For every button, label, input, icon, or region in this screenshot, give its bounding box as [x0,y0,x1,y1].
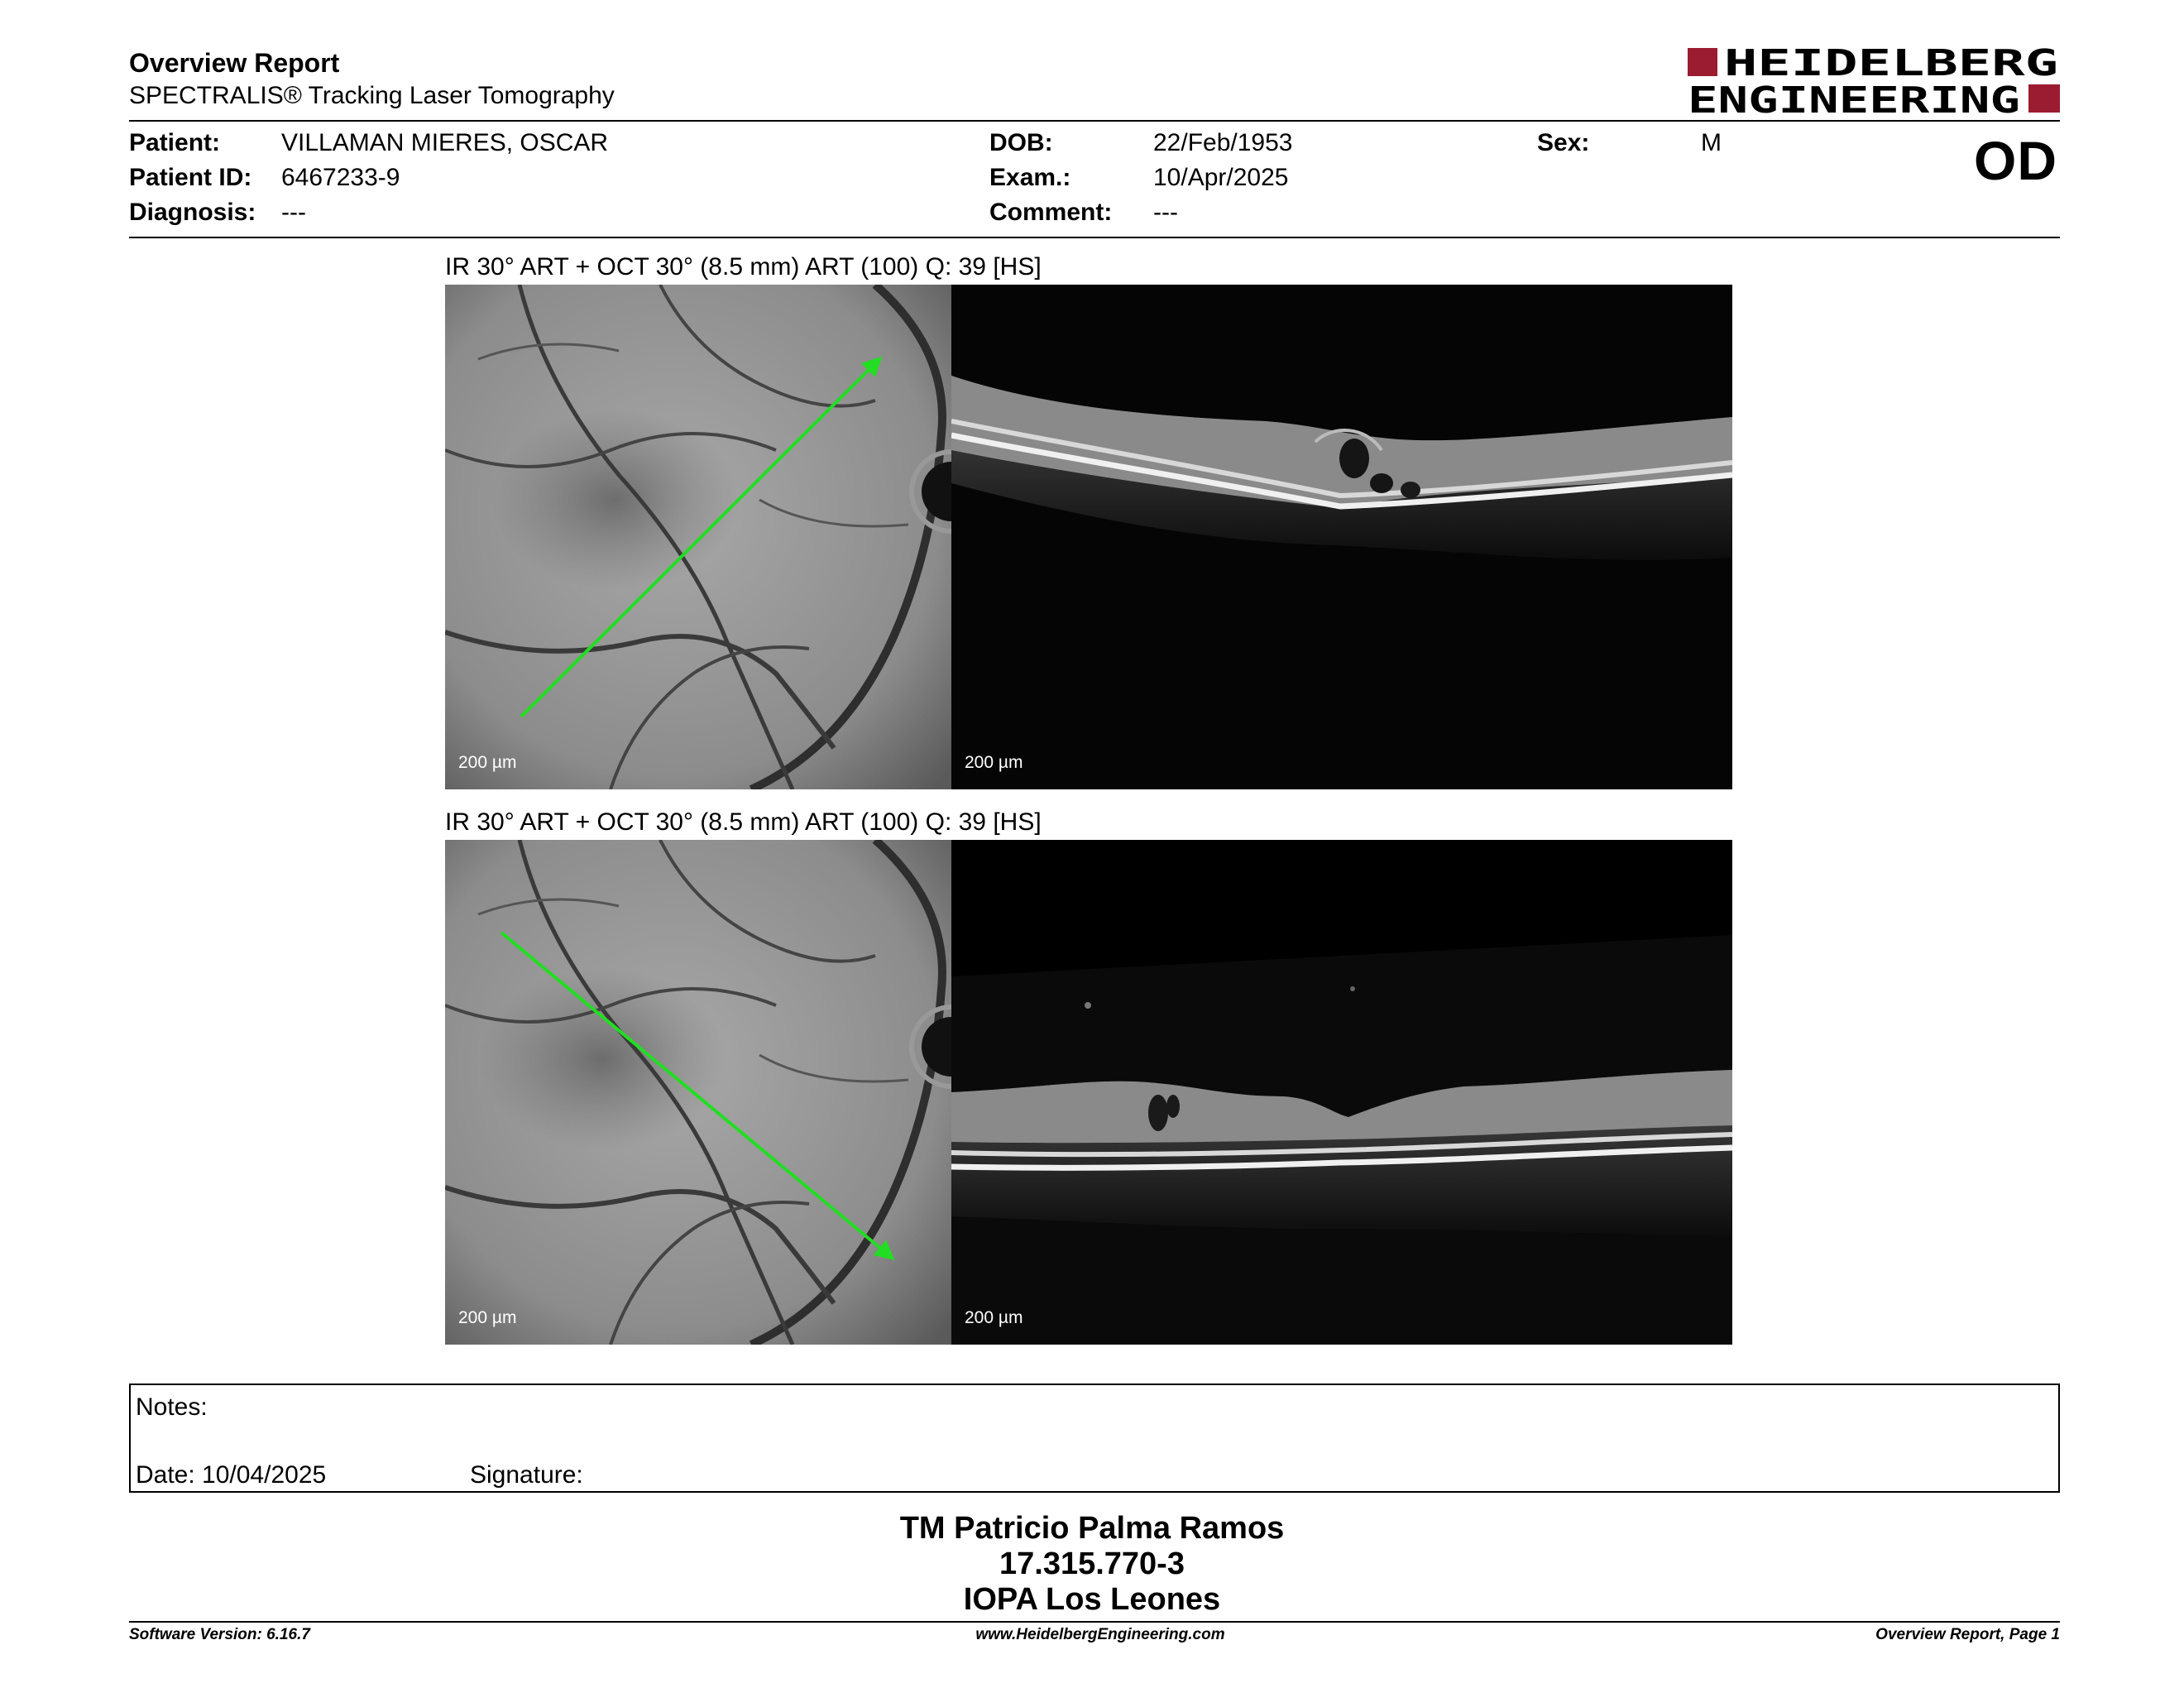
ir-fundus-image-1 [445,285,951,789]
logo-text-line1: HEIDELBERG [1724,46,2058,84]
ir-fundus-image-2 [445,840,951,1345]
report-subtitle: SPECTRALIS® Tracking Laser Tomography [129,82,615,109]
patient-id: 6467233-9 [281,164,400,191]
footer-divider [129,1621,2060,1623]
diagnosis-value: --- [281,199,306,226]
oct-bscan-image-1 [951,285,1732,789]
signature-label: Signature: [470,1461,583,1489]
scan-caption-2: IR 30° ART + OCT 30° (8.5 mm) ART (100) Q: 39 [HS] [445,808,1042,836]
scan-panel-2 [445,840,1732,1345]
notes-box [129,1383,2060,1493]
notes-label: Notes: [136,1393,208,1421]
header-divider [129,120,2060,122]
exam-label: Exam.: [989,164,1071,191]
stamp-id: 17.315.770-3 [999,1547,1185,1581]
dob-value: 22/Feb/1953 [1153,129,1293,156]
page-number: Overview Report, Page 1 [1875,1626,2060,1643]
info-divider [129,237,2060,238]
fundus-scale-bar-1: 200 µm [458,753,517,772]
patient-id-label: Patient ID: [129,164,252,191]
exam-value: 10/Apr/2025 [1153,164,1289,191]
oct-bscan-image-2 [951,840,1732,1345]
website-link[interactable]: www.HeidelbergEngineering.com [975,1626,1225,1643]
eye-indicator: OD [1974,130,2057,191]
comment-label: Comment: [989,199,1113,226]
date-field: Date: 10/04/2025 [136,1461,327,1489]
heidelberg-logo [1688,46,2060,116]
sex-value: M [1701,129,1722,156]
comment-value: --- [1153,199,1178,226]
scan-panel-1 [445,285,1732,789]
diagnosis-label: Diagnosis: [129,199,256,226]
sex-label: Sex: [1537,129,1590,156]
oct-scale-bar-2: 200 µm [965,1308,1023,1327]
scan-caption-1: IR 30° ART + OCT 30° (8.5 mm) ART (100) Q: 39 [HS] [445,253,1042,281]
report-title: Overview Report [129,48,340,78]
oct-scale-bar-1: 200 µm [965,753,1023,772]
software-version: Software Version: 6.16.7 [129,1626,310,1643]
logo-text-line2: ENGINEERING [1688,79,2020,116]
patient-name: VILLAMAN MIERES, OSCAR [281,129,609,156]
patient-label: Patient: [129,129,221,156]
dob-label: DOB: [989,129,1053,156]
stamp-name: TM Patricio Palma Ramos [899,1511,1285,1546]
stamp-institution: IOPA Los Leones [963,1582,1221,1617]
fundus-scale-bar-2: 200 µm [458,1308,517,1327]
